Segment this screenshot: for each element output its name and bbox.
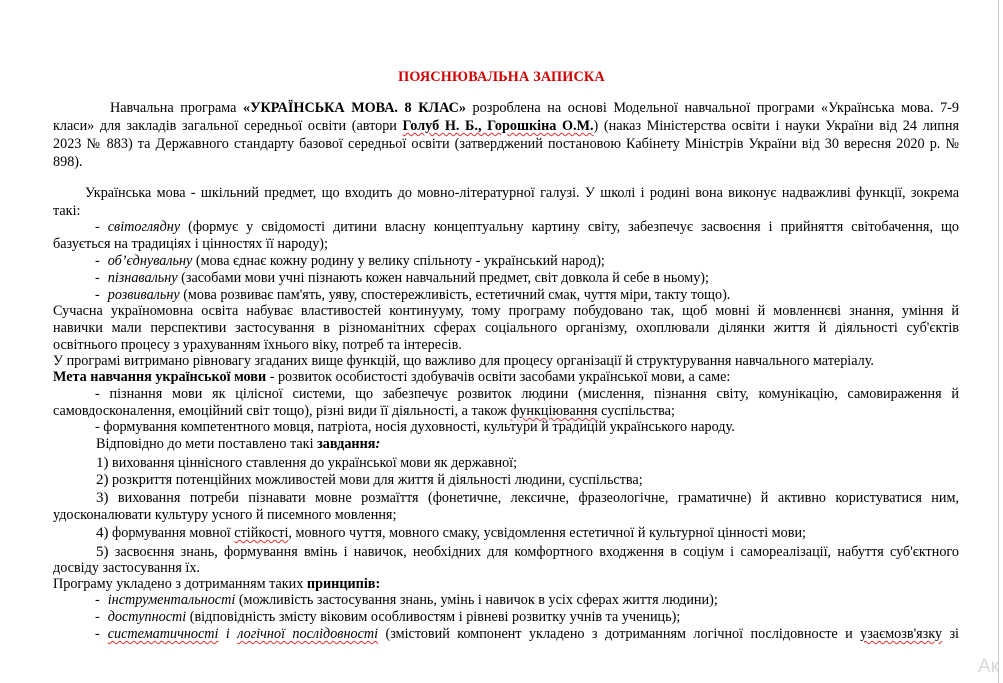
function-item-cont: базується на традиціях і цінностях її народу); <box>53 236 328 252</box>
principle-text: (відповідність змісту віковим особливостям і рівневі розвитку учнів та учениць); <box>186 609 681 625</box>
intro-line-2 <box>53 118 959 135</box>
page-title: ПОЯСНЮВАЛЬНА ЗАПИСКА <box>398 69 605 85</box>
intro-text: ) (наказ Міністерства освіти і науки України від 24 липня <box>593 118 959 134</box>
tasks-intro-text: Відповідно до мети поставлено такі <box>96 436 318 452</box>
principles-label: принципів <box>306 576 376 592</box>
intro-text: розроблена на основі Модельної навчальної програми «Українська мова. 7-9 <box>465 100 959 116</box>
goal-item-1-cont <box>53 403 675 420</box>
task-item <box>96 455 517 472</box>
list-dash: - <box>95 270 100 286</box>
principle-term: інструментальності <box>107 592 236 608</box>
principles-intro <box>53 576 380 593</box>
principles-intro-text: Програму укладено з дотриманням таких <box>53 576 307 592</box>
function-item <box>95 219 959 236</box>
goal-item-2: - формування компетентного мовця, патріота, носія духовності, культури й традицій українського народу. <box>95 419 735 435</box>
para4-line: У програмі витримано рівновагу згаданих вище функцій, що важливо для процесу організації й структурування навчального матеріалу. <box>53 353 874 369</box>
principle-item <box>95 626 959 643</box>
para3-line-2: навички мали перспективи застосування в різноманітних сферах соціального організму, охоплювали ділянки життя й діяльності суб'єктів <box>53 320 959 336</box>
para3-line-1: Сучасна україномовна освіта набуває властивостей континууму, тому програму побудовано так, щоб мовні й мовленнєві знання, уміння й <box>53 303 959 319</box>
task-number: 5) <box>96 544 109 560</box>
task-item <box>96 525 806 542</box>
para3-line-3: освітнього процесу з урахуванням їхнього віку, потреб та інтересів. <box>53 337 462 353</box>
goal-item-1: - пізнання мови як цілісної системи, що забезпечує розвиток людини (мислення, пізнання світу, комунікацію, самовираження й <box>95 386 959 402</box>
principles-colon: : <box>375 576 381 592</box>
intro-text: Навчальна програма <box>110 100 244 116</box>
function-term: об’єднувальну <box>107 253 193 269</box>
list-dash: - <box>95 609 100 625</box>
principle-term: систематичності <box>107 626 219 642</box>
spelling-flagged-word: функціювання <box>510 403 598 419</box>
tasks-colon: : <box>375 436 381 452</box>
goal-text: - розвиток особистості здобувачів освіти засобами української мови, а саме: <box>266 369 731 385</box>
task-text: формування мовної <box>108 525 235 541</box>
function-term: світоглядну <box>107 219 181 235</box>
intro-line-3: 2023 № 883) та Державного стандарту базової середньої освіти (затверджений постановою Кабінету Міністрів України від 30 вересня 2020 р. № <box>53 136 959 152</box>
list-dash: - <box>95 253 100 269</box>
task-number: 3) <box>96 490 109 506</box>
task-item <box>96 472 643 489</box>
principle-text: (змістовий компонент укладено з дотриманням логічної послідовносте и <box>378 626 861 642</box>
function-item <box>95 253 605 270</box>
goal-label: Мета навчання української мови <box>53 369 267 385</box>
task-text: засвоєння знань, формування вмінь і навичок, необхідних для комфортного входження в соціум і самореалізації, набуття суб'єктного <box>108 544 959 560</box>
list-dash: - <box>95 219 100 235</box>
tasks-intro <box>96 436 380 453</box>
spelling-flagged-word: стійкості <box>234 525 289 541</box>
function-item <box>95 270 709 287</box>
para2-line-2: такі: <box>53 203 81 219</box>
task-text: виховання потреби пізнавати мовне розмаїття (фонетичне, лексичне, фразеологічне, граматичне) й активно користуватися ним, <box>108 490 959 506</box>
intro-text: класи» для закладів загальної середньої освіти (автори <box>53 118 403 134</box>
activation-watermark: Ак <box>978 656 999 677</box>
authors: Голуб Н. Б., Горошкіна О.М. <box>402 118 594 134</box>
principle-term: доступності <box>107 609 187 625</box>
program-name: «УКРАЇНСЬКА МОВА. 8 КЛАС» <box>243 100 466 116</box>
task-number: 1) <box>96 455 109 471</box>
function-text: (засобами мови учні пізнають кожен навчальний предмет, світ довкола й себе в ньому); <box>177 270 709 286</box>
para2-line-1 <box>53 185 959 202</box>
task-item-cont: удосконалювати культуру усного й писемного мовлення; <box>53 507 397 523</box>
principle-text: зі <box>942 626 959 642</box>
list-dash: - <box>95 626 100 642</box>
goal-item-text: самовдосконалення, емоційний світ тощо), різні види її діяльності, а також <box>53 403 511 419</box>
goal-line <box>53 369 730 386</box>
intro-line-1 <box>53 100 959 117</box>
principle-term-joiner: і <box>218 626 238 642</box>
function-term: розвивальну <box>107 287 180 303</box>
function-text: (мова єднає кожну родину у велику спільноту - український народ); <box>192 253 605 269</box>
spelling-flagged-word: узаємозв'язку <box>860 626 943 642</box>
task-number: 2) <box>96 472 109 488</box>
task-item <box>96 490 959 507</box>
function-item <box>95 287 730 304</box>
function-text: (формує у свідомості дитини власну концептуальну картину світу, забезпечує засвоєння і прийняття світобачення, що <box>180 219 959 235</box>
task-text: виховання ціннісного ставлення до української мови як державної; <box>108 455 518 471</box>
principle-text: (можливість застосування знань, умінь і навичок в усіх сферах життя людини); <box>235 592 718 608</box>
goal-item-text: суспільства; <box>597 403 675 419</box>
list-dash: - <box>95 287 100 303</box>
principle-term: логічної послідовності <box>237 626 379 642</box>
task-item <box>96 544 959 561</box>
principle-item <box>95 592 718 609</box>
task-number: 4) <box>96 525 109 541</box>
tasks-label: завдання <box>317 436 376 452</box>
para2-text: Українська мова - шкільний предмет, що входить до мовно-літературної галузі. У школі і родині вона виконує надважливі функції, зокрема <box>85 185 959 201</box>
task-text: , мовного чуття, мовного смаку, усвідомлення естетичної й культурної цінності мови; <box>288 525 806 541</box>
page-margin-line <box>998 0 999 683</box>
principle-item <box>95 609 680 626</box>
function-term: пізнавальну <box>107 270 178 286</box>
function-text: (мова розвиває пам'ять, уяву, спостережливість, естетичний смак, чуття міри, такту тощо). <box>179 287 731 303</box>
task-item-cont: досвіду застосування їх. <box>53 560 200 576</box>
task-text: розкриття потенційних можливостей мови для життя й діяльності людини, суспільства; <box>108 472 643 488</box>
intro-line-4: 898). <box>53 154 83 170</box>
list-dash: - <box>95 592 100 608</box>
